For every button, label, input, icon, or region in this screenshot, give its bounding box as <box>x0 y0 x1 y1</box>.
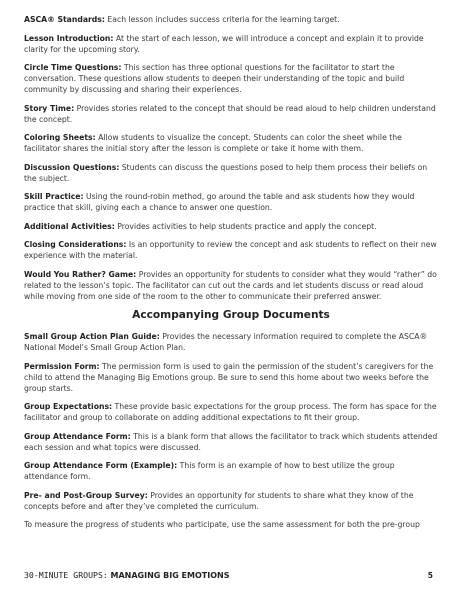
definition-term: ASCA® Standards: <box>24 15 105 24</box>
page-footer <box>24 570 435 580</box>
definition-entry <box>24 132 438 154</box>
document-list <box>24 331 438 512</box>
definition-entry <box>24 361 438 394</box>
definition-text: Provides an opportunity for students to share what they know of the concepts before and after they’ve completed the curriculum. <box>24 490 414 511</box>
definition-text: Using the round-robin method, go around the table and ask students how they would practice that skill, giving each a chance to answer one question. <box>24 192 415 212</box>
section-heading: Accompanying Group Documents <box>132 309 330 321</box>
definition-term: Permission Form: <box>24 361 100 371</box>
definition-text: Provides the necessary information required to complete the ASCA® National Model’s Small Group Action Plan. <box>24 332 428 352</box>
definition-term: Skill Practice: <box>24 192 84 201</box>
definition-entry <box>24 269 438 302</box>
definition-text: The permission form is used to gain the permission of the student’s caregivers for the child to attend the Managing Big Emotions group. Be sure to send this home about two weeks before the group starts. <box>24 361 434 393</box>
definition-text: This is a blank form that allows the facilitator to track which students attended each session and what topics were discussed. <box>24 431 438 452</box>
definition-text: Provides an opportunity for students to consider what they would “rather” do related to the lesson’s topic. The facilitator can cut out the cards and let students discuss or read aloud while moving from one side of the room to the other to communicate their preferred answer. <box>24 269 437 301</box>
component-list <box>24 14 438 302</box>
closing-paragraph: To measure the progress of students who participate, use the same assessment for both the pre-group <box>24 520 420 529</box>
definition-entry <box>24 401 438 423</box>
definition-entry <box>24 460 438 482</box>
definition-term: Additional Activities: <box>24 221 115 231</box>
definition-text: Each lesson includes success criteria for the learning target. <box>104 15 340 24</box>
definition-entry <box>24 33 438 55</box>
definition-text: This section has three optional questions for the facilitator to start the conversation. These questions allow students to deepen their understanding of the topic and build community by discussing and sharing their experiences. <box>24 63 405 94</box>
definition-term: Small Group Action Plan Guide: <box>24 332 160 341</box>
definition-text: At the start of each lesson, we will introduce a concept and explain it to provide clarity for the upcoming story. <box>24 33 424 54</box>
definition-entry <box>24 162 438 184</box>
definition-term: Story Time: <box>24 103 75 113</box>
document-page <box>24 14 438 538</box>
definition-text: This form is an example of how to best utilize the group attendance form. <box>24 461 395 481</box>
definition-entry <box>24 103 438 125</box>
definition-entry <box>24 221 438 232</box>
definition-term: Group Attendance Form: <box>24 431 131 441</box>
page-number: 5 <box>427 571 433 580</box>
definition-term: Group Expectations: <box>24 402 113 411</box>
footer-title <box>24 570 229 580</box>
definition-term: Discussion Questions: <box>24 162 120 172</box>
definition-entry <box>24 431 438 453</box>
footer-book-title: MANAGING BIG EMOTIONS <box>110 571 230 580</box>
definition-entry <box>24 14 438 25</box>
definition-text: Is an opportunity to review the concept and ask students to reflect on their new experience with the material. <box>24 240 437 260</box>
definition-term: Lesson Introduction: <box>24 33 114 43</box>
definition-entry <box>24 62 438 95</box>
definition-term: Pre- and Post-Group Survey: <box>24 490 148 500</box>
definition-term: Group Attendance Form (Example): <box>24 461 178 470</box>
definition-text: Provides stories related to the concept that should be read aloud to help children understand the concept. <box>24 103 436 124</box>
definition-term: Coloring Sheets: <box>24 133 96 142</box>
definition-text: These provide basic expectations for the group process. The form has space for the facilitator and group to collaborate on adding additional expectations to fit their group. <box>24 402 437 422</box>
definition-text: Allow students to visualize the concept. Students can color the sheet while the facilitator shares the initial story after the lesson is complete or take it home with them. <box>24 133 402 153</box>
definition-term: Closing Considerations: <box>24 240 127 249</box>
definition-entry <box>24 331 438 353</box>
footer-series-name: 30-MINUTE GROUPS: <box>24 570 108 580</box>
definition-term: Would You Rather? Game: <box>24 269 137 279</box>
definition-text: Provides activities to help students practice and apply the concept. <box>114 221 377 231</box>
definition-term: Circle Time Questions: <box>24 63 122 72</box>
definition-entry <box>24 490 438 512</box>
definition-entry <box>24 191 438 213</box>
definition-text: Students can discuss the questions posed to help them process their beliefs on the subject. <box>24 162 428 183</box>
definition-entry <box>24 239 438 261</box>
